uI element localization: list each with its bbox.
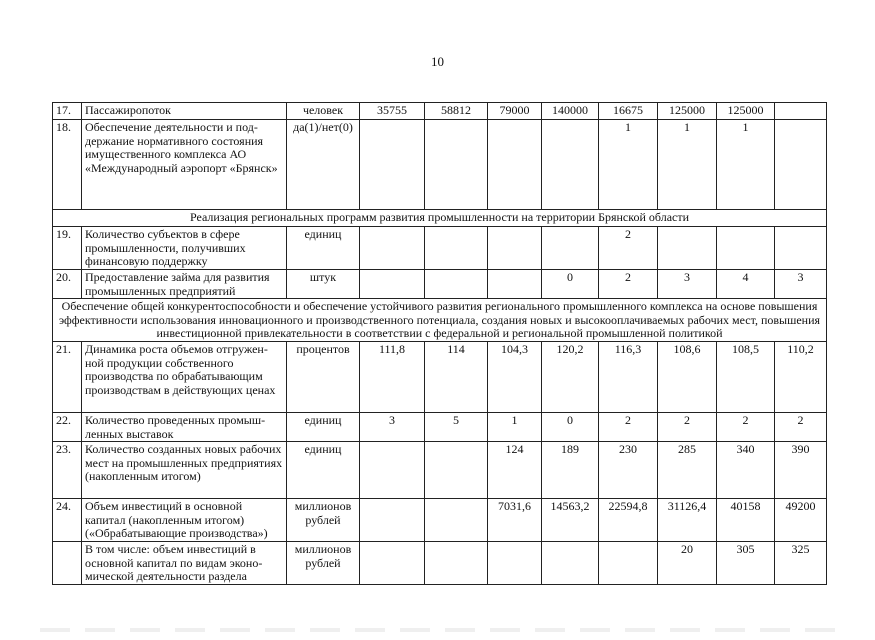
unit-cell: единиц (287, 442, 360, 499)
value-cell (775, 103, 827, 120)
value-cell (599, 542, 658, 585)
row-number: 18. (53, 120, 82, 210)
value-cell: 104,3 (488, 342, 542, 413)
indicator-name: Предоставление займа для развития промышленных предприятий (82, 270, 287, 299)
value-cell: 124 (488, 442, 542, 499)
unit-cell: штук (287, 270, 360, 299)
table-row (53, 542, 827, 585)
indicators-table (52, 102, 827, 585)
value-cell: 125000 (658, 103, 717, 120)
value-cell: 125000 (717, 103, 775, 120)
indicator-name: Количество созданных новых рабочих мест на промышленных предприятиях (накопленным итогом) (82, 442, 287, 499)
value-cell: 0 (542, 270, 599, 299)
value-cell: 285 (658, 442, 717, 499)
value-cell (488, 120, 542, 210)
value-cell: 230 (599, 442, 658, 499)
row-number: 22. (53, 413, 82, 442)
value-cell: 1 (488, 413, 542, 442)
value-cell (360, 120, 425, 210)
row-number (53, 542, 82, 585)
value-cell: 325 (775, 542, 827, 585)
value-cell: 114 (425, 342, 488, 413)
value-cell: 2 (717, 413, 775, 442)
value-cell (775, 120, 827, 210)
value-cell (658, 227, 717, 270)
value-cell (360, 227, 425, 270)
value-cell: 390 (775, 442, 827, 499)
indicator-name: В том числе: объем инвестиций в основной капитал по видам эконо-мической деятельности раздела (82, 542, 287, 585)
value-cell: 49200 (775, 499, 827, 542)
value-cell: 1 (717, 120, 775, 210)
value-cell: 5 (425, 413, 488, 442)
table-row (53, 342, 827, 413)
scan-artifact (40, 628, 840, 632)
value-cell (360, 499, 425, 542)
table-row (53, 103, 827, 120)
unit-cell: единиц (287, 413, 360, 442)
value-cell (425, 227, 488, 270)
table-row (53, 227, 827, 270)
value-cell: 3 (360, 413, 425, 442)
value-cell (488, 542, 542, 585)
value-cell: 189 (542, 442, 599, 499)
value-cell: 305 (717, 542, 775, 585)
unit-cell: единиц (287, 227, 360, 270)
row-number: 19. (53, 227, 82, 270)
value-cell: 35755 (360, 103, 425, 120)
value-cell (425, 499, 488, 542)
table-row (53, 442, 827, 499)
value-cell: 340 (717, 442, 775, 499)
value-cell: 2 (599, 227, 658, 270)
value-cell (488, 227, 542, 270)
value-cell: 116,3 (599, 342, 658, 413)
value-cell: 140000 (542, 103, 599, 120)
value-cell: 1 (599, 120, 658, 210)
value-cell: 31126,4 (658, 499, 717, 542)
value-cell: 2 (658, 413, 717, 442)
value-cell: 40158 (717, 499, 775, 542)
value-cell: 2 (599, 270, 658, 299)
indicator-name: Динамика роста объемов отгружен-ной продукции собственного производства по обрабатывающим производствам в действующих ценах (82, 342, 287, 413)
value-cell: 22594,8 (599, 499, 658, 542)
value-cell (717, 227, 775, 270)
value-cell: 79000 (488, 103, 542, 120)
unit-cell: человек (287, 103, 360, 120)
indicator-name: Обеспечение деятельности и под-держание нормативного состояния имущественного комплекса АО «Международный аэропорт «Брянск» (82, 120, 287, 210)
value-cell: 108,5 (717, 342, 775, 413)
indicator-name: Количество субъектов в сфере промышленности, получивших финансовую поддержку (82, 227, 287, 270)
unit-cell: миллионов рублей (287, 499, 360, 542)
row-number: 21. (53, 342, 82, 413)
value-cell (425, 270, 488, 299)
section-header-row (53, 299, 827, 342)
value-cell: 111,8 (360, 342, 425, 413)
row-number: 17. (53, 103, 82, 120)
row-number: 23. (53, 442, 82, 499)
unit-cell: да(1)/нет(0) (287, 120, 360, 210)
value-cell (542, 120, 599, 210)
indicator-name: Объем инвестиций в основной капитал (накопленным итогом) («Обрабатывающие производства») (82, 499, 287, 542)
page-number: 10 (431, 54, 444, 69)
value-cell: 16675 (599, 103, 658, 120)
value-cell (425, 120, 488, 210)
value-cell: 7031,6 (488, 499, 542, 542)
row-number: 20. (53, 270, 82, 299)
value-cell: 120,2 (542, 342, 599, 413)
table-row (53, 413, 827, 442)
section-title: Обеспечение общей конкурентоспособности и обеспечение устойчивого развития регионального промышленного комплекса на основе повышения эффективности использования инновационного и производственного потенциала, создания новых и высокооплачиваемых рабочих мест, повышения инвестиционной привлекательности в соответствии с федеральной и региональной промышленной политикой (53, 299, 827, 342)
value-cell (775, 227, 827, 270)
value-cell: 108,6 (658, 342, 717, 413)
value-cell (425, 442, 488, 499)
value-cell: 3 (775, 270, 827, 299)
value-cell: 110,2 (775, 342, 827, 413)
value-cell (360, 542, 425, 585)
table-row (53, 120, 827, 210)
value-cell: 3 (658, 270, 717, 299)
value-cell (488, 270, 542, 299)
value-cell (360, 442, 425, 499)
value-cell: 14563,2 (542, 499, 599, 542)
value-cell: 1 (658, 120, 717, 210)
value-cell: 2 (599, 413, 658, 442)
value-cell (542, 227, 599, 270)
value-cell: 20 (658, 542, 717, 585)
value-cell: 58812 (425, 103, 488, 120)
row-number: 24. (53, 499, 82, 542)
unit-cell: процентов (287, 342, 360, 413)
value-cell: 4 (717, 270, 775, 299)
indicator-name: Количество проведенных промыш-ленных выставок (82, 413, 287, 442)
unit-cell: миллионов рублей (287, 542, 360, 585)
table-row (53, 499, 827, 542)
value-cell: 0 (542, 413, 599, 442)
value-cell (542, 542, 599, 585)
value-cell (425, 542, 488, 585)
value-cell: 2 (775, 413, 827, 442)
section-header-row (53, 210, 827, 227)
section-title: Реализация региональных программ развития промышленности на территории Брянской области (53, 210, 827, 227)
value-cell (360, 270, 425, 299)
indicator-name: Пассажиропоток (82, 103, 287, 120)
table-row (53, 270, 827, 299)
